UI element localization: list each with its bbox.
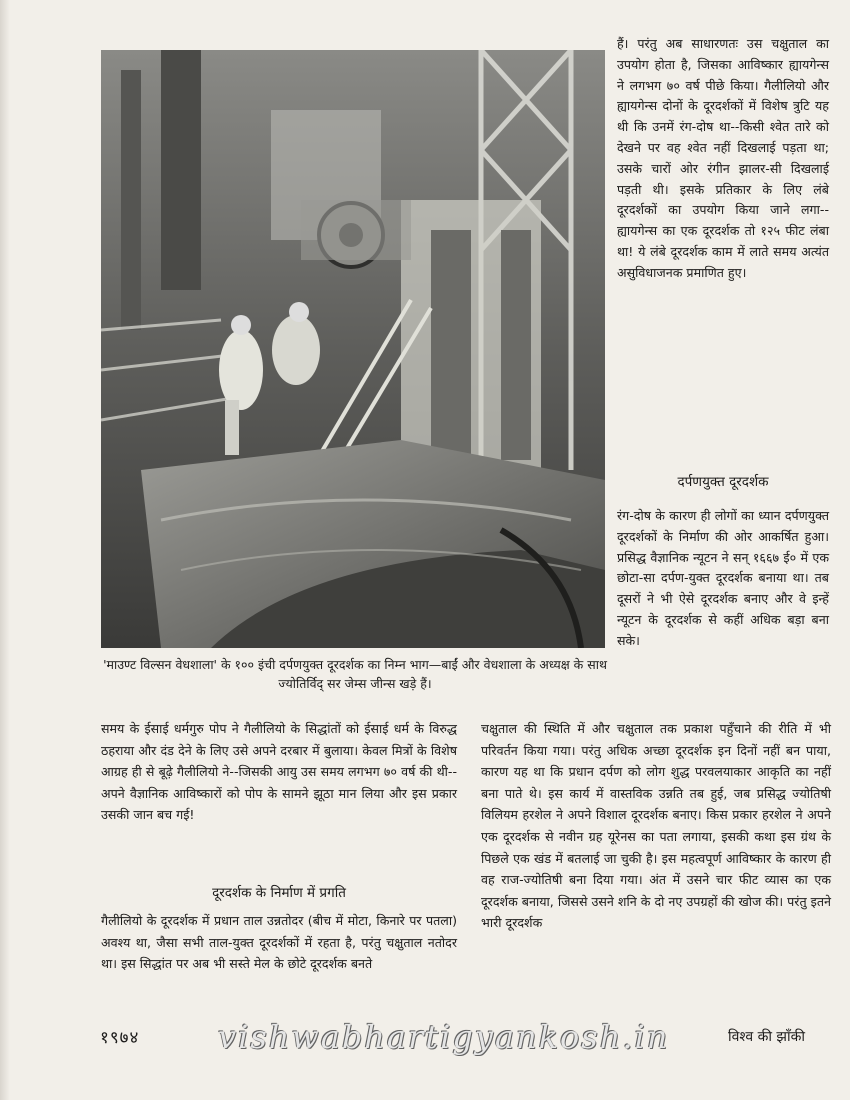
bottom-left-para-2: गैलीलियो के दूरदर्शक में प्रधान ताल उन्नतोदर (बीच में मोटा, किनारे पर पतला) अवश्य था, जैसा सभी ताल-युक्त दूरदर्शकों में रहता है, परंतु चक्षुताल नतोदर था। इस सिद्धांत पर अब भी सस्ते मेल के छोटे दूरदर्शक बनते [101,913,457,972]
right-para-2: रंग-दोष के कारण ही लोगों का ध्यान दर्पणयुक्त दूरदर्शकों के निर्माण की ओर आकर्षित हुआ। प्रसिद्ध वैज्ञानिक न्यूटन ने सन् १६६७ ई० में एक छोटा-सा दर्पण-युक्त दूरदर्शक बनाया था। तब दूसरों ने भी ऐसे दूरदर्शक बनाए और वे इन्हें न्यूटन के दूरदर्शक से कहीं अधिक बड़ा बना सके। [617,508,829,648]
bottom-right-column [481,718,831,934]
photo-caption: 'माउण्ट विल्सन वेधशाला' के १०० इंची दर्पणयुक्त दूरदर्शक का निम्न भाग—बाईं और वेधशाला के अध्यक्ष के साथ ज्योतिर्विद् सर जेम्स जीन्स खड़े हैं। [103,657,607,691]
book-title: विश्व की झाँकी [728,1029,806,1045]
bottom-left-para-1: समय के ईसाई धर्मगुरु पोप ने गैलीलियो के सिद्धांतों को ईसाई धर्म के विरुद्ध ठहराया और दंड देने के लिए उसे अपने दरबार में बुलाया। केवल मित्रों के विशेष आग्रह ही से बूढ़े गैलीलियो ने--जिसकी आयु उस समय लगभग ७० वर्ष की थी--अपने वैज्ञानिक आविष्कारों को पोप के सामने झूठा मान लिया और इस प्रकार उसकी जान बच गई! [101,721,457,823]
bottom-left-column-2 [101,910,457,975]
telescope-photo [101,50,605,648]
right-column-upper [617,34,829,284]
page-number: १९७४ [100,1028,140,1048]
bottom-left-column [101,718,457,826]
section-heading-progress: दूरदर्शक के निर्माण में प्रगति [212,885,346,901]
right-column-lower [617,506,829,652]
section-heading-mirror-telescope: दर्पणयुक्त दूरदर्शक [677,474,769,490]
watermark: vishwabhartigyankosh.in [218,1018,670,1056]
bottom-right-para-1: चक्षुताल की स्थिति में और चक्षुताल तक प्रकाश पहुँचाने की रीति में भी परिवर्तन किया गया। परंतु अधिक अच्छा दूरदर्शक इन दिनों नहीं बन पाया, कारण यह था कि प्रधान दर्पण को लोग शुद्ध परवलयाकार आकृति का नहीं बना पाते थे। इस कार्य में वास्तविक उन्नति तब हुई, जब प्रसिद्ध ज्योतिषी विलियम हरशेल ने अपने विशाल दूरदर्शक बनाए। किस प्रकार हरशेल ने अपने एक दूरदर्शक से नवीन ग्रह यूरेनस का पता लगाया, इसकी कथा इस ग्रंथ के पिछले एक खंड में बतलाई जा चुकी है। इस महत्वपूर्ण आविष्कार के कारण ही वह राज-ज्योतिषी बना दिया गया। अंत में उसने चार फीट व्यास का एक दूरदर्शक बनाया, जिससे उसने शनि के दो नए उपग्रहों की खोज की। परंतु इतने भारी दूरदर्शक [481,721,831,931]
right-para-1: हैं। परंतु अब साधारणतः उस चक्षुताल का उपयोग होता है, जिसका आविष्कार ह्यायगेन्स ने लगभग ७० वर्ष पीछे किया। गैलीलियो और ह्यायगेन्स दोनों के दूरदर्शकों में विशेष त्रुटि यह थी कि उनमें रंग-दोष था--किसी श्वेत तारे को देखने पर वह श्वेत नहीं दिखलाई पड़ता था; उसके चारों ओर रंगीन झालर-सी दिखलाई पड़ती थी। इसके प्रतिकार के लिए लंबे दूरदर्शकों का उपयोग किया जाने लगा--ह्यायगेन्स का एक दूरदर्शक तो १२५ फीट लंबा था! ये लंबे दूरदर्शक काम में लाते समय अत्यंत असुविधाजनक प्रमाणित हुए। [617,36,829,280]
page-edge [0,0,10,1100]
